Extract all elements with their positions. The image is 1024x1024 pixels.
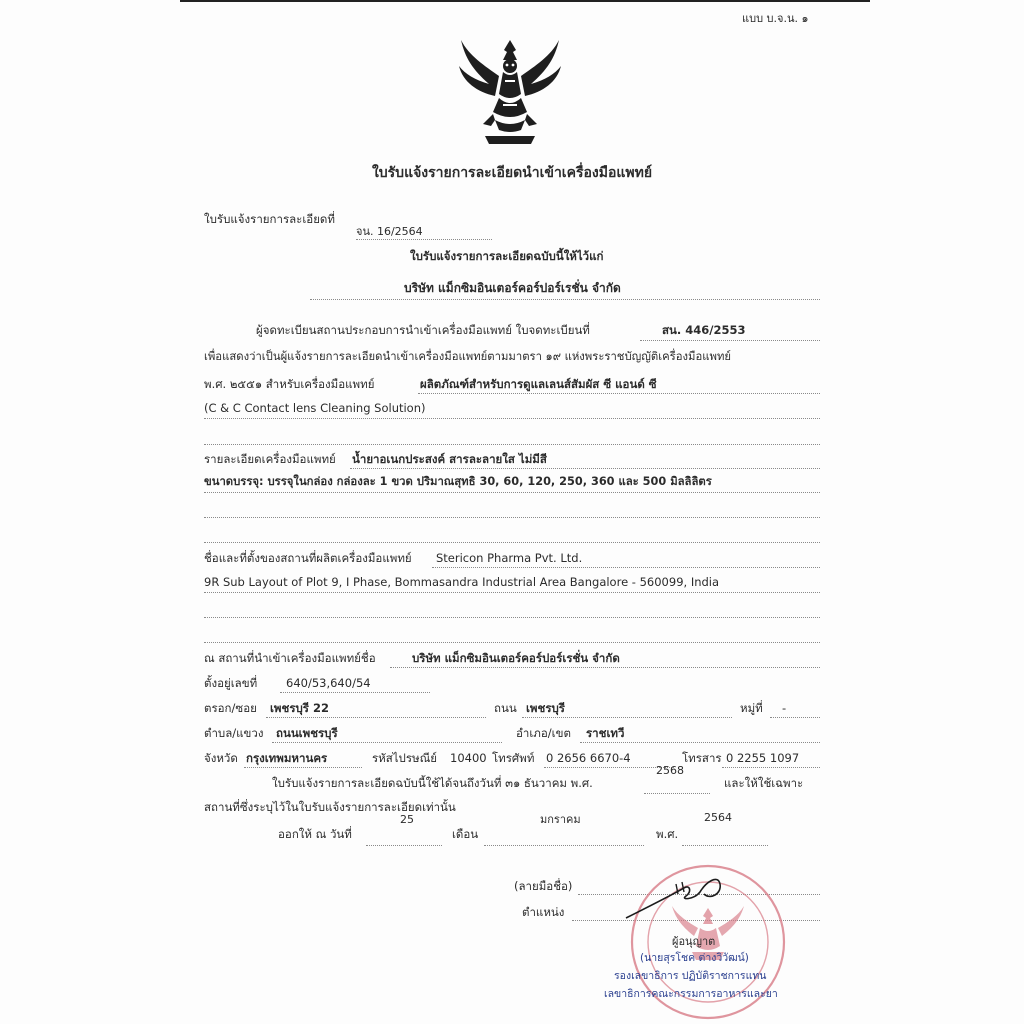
dotted-line: [366, 845, 442, 846]
registration-label: ผู้จดทะเบียนสถานประกอบการนำเข้าเครื่องมือแพทย์ ใบจดทะเบียนที่: [256, 323, 590, 337]
fax-label: โทรสาร: [682, 751, 722, 765]
fax-value: 0 2255 1097: [726, 751, 800, 765]
dotted-line: [522, 717, 732, 718]
dotted-line: [356, 239, 492, 240]
registration-number: สน. 446/2553: [662, 323, 746, 337]
dotted-line: [310, 299, 820, 300]
dotted-line: [484, 845, 644, 846]
details-label: รายละเอียดเครื่องมือแพทย์: [204, 452, 336, 466]
dotted-line: [204, 492, 820, 493]
device-name-english: (C & C Contact lens Cleaning Solution): [204, 401, 426, 415]
district-label: อำเภอ/เขต: [516, 726, 571, 740]
issued-month-label: เดือน: [452, 827, 479, 841]
garuda-emblem-icon: [455, 36, 565, 148]
device-name-thai: ผลิตภัณฑ์สำหรับการดูแลเลนส์สัมผัส ซี แอนด์ ซี: [420, 377, 657, 391]
subdistrict-label: ตำบล/แขวง: [204, 726, 264, 740]
manufacturer-address: 9R Sub Layout of Plot 9, I Phase, Bommasandra Industrial Area Bangalore - 560099, India: [204, 575, 720, 589]
import-place-value: บริษัท แม็กซิมอินเตอร์คอร์ปอร์เรชั่น จำกัด: [412, 651, 620, 665]
issued-day: 25: [400, 813, 414, 826]
moo-value: -: [782, 701, 787, 715]
phone-label: โทรศัพท์: [492, 751, 535, 765]
dotted-line: [390, 667, 820, 668]
issued-year-label: พ.ศ.: [656, 827, 679, 841]
issued-month: มกราคม: [540, 813, 581, 826]
validity-text: ใบรับแจ้งรายการละเอียดฉบับนี้ใช้ได้จนถึงวันที่ ๓๑ ธันวาคม พ.ศ.: [272, 776, 593, 790]
moo-label: หมู่ที่: [740, 701, 763, 715]
validity-tail: และให้ใช้เฉพาะ: [724, 776, 804, 790]
signature-label: (ลายมือชื่อ): [514, 879, 573, 893]
dotted-line: [682, 845, 768, 846]
form-number: แบบ บ.จ.น. ๑: [742, 12, 809, 25]
company-name: บริษัท แม็กซิมอินเตอร์คอร์ปอร์เรชั่น จำกัด: [404, 281, 621, 295]
details-value: น้ำยาอเนกประสงค์ สารละลายใส ไม่มีสี: [352, 452, 547, 466]
phone-value: 0 2656 6670-4: [546, 751, 631, 765]
address-no-label: ตั้งอยู่เลขที่: [204, 676, 258, 690]
position-label: ตำแหน่ง: [522, 905, 565, 919]
dotted-line: [640, 340, 820, 341]
signer-title-1: รองเลขาธิการ ปฏิบัติราชการแทน: [614, 970, 767, 982]
handwritten-signature-icon: [620, 866, 740, 926]
dotted-line: [244, 767, 362, 768]
dotted-line: [272, 742, 502, 743]
dotted-line: [204, 617, 820, 618]
dotted-line: [204, 642, 820, 643]
dotted-line: [544, 767, 674, 768]
dotted-line: [418, 393, 820, 394]
document-title: ใบรับแจ้งรายการละเอียดนำเข้าเครื่องมือแพทย์: [371, 165, 653, 181]
act-statement: เพื่อแสดงว่าเป็นผู้แจ้งรายการละเอียดนำเข้าเครื่องมือแพทย์ตามมาตรา ๑๙ แห่งพระราชบัญญัติเครื่องมือแพทย์: [204, 350, 732, 363]
device-label: พ.ศ. ๒๕๕๑ สำหรับเครื่องมือแพทย์: [204, 377, 375, 391]
district-value: ราชเทวี: [586, 726, 625, 740]
dotted-line: [204, 418, 820, 419]
dotted-line: [350, 468, 820, 469]
dotted-line: [266, 717, 486, 718]
issued-date-label: ออกให้ ณ วันที่: [278, 827, 352, 841]
import-place-label: ณ สถานที่นำเข้าเครื่องมือแพทย์ชื่อ: [204, 651, 376, 665]
road-label: ถนน: [494, 701, 517, 715]
road-value: เพชรบุรี: [526, 701, 565, 715]
notice-number-label: ใบรับแจ้งรายการละเอียดที่: [204, 212, 335, 226]
manufacturer-name: Stericon Pharma Pvt. Ltd.: [436, 551, 583, 565]
postcode-label: รหัสไปรษณีย์: [372, 751, 438, 765]
issued-year: 2564: [704, 811, 732, 824]
notice-number-value: จน. 16/2564: [356, 225, 423, 238]
province-label: จังหวัด: [204, 751, 238, 765]
dotted-line: [770, 717, 820, 718]
dotted-line: [204, 444, 820, 445]
subdistrict-value: ถนนเพชรบุรี: [276, 726, 338, 740]
top-border: [180, 0, 870, 2]
dotted-line: [204, 542, 820, 543]
dotted-line: [580, 742, 820, 743]
validity-year: 2568: [656, 764, 684, 777]
issued-to-label: ใบรับแจ้งรายการละเอียดฉบับนี้ให้ไว้แก่: [410, 249, 604, 263]
packaging-info: ขนาดบรรจุ: บรรจุในกล่อง กล่องละ 1 ขวด ปริมาณสุทธิ 30, 60, 120, 250, 360 และ 500 มิลลิลิตร: [204, 475, 712, 488]
dotted-line: [280, 692, 430, 693]
soi-label: ตรอก/ซอย: [204, 701, 257, 715]
manufacturer-label: ชื่อและที่ตั้งของสถานที่ผลิตเครื่องมือแพทย์: [204, 551, 412, 565]
dotted-line: [722, 767, 820, 768]
dotted-line: [644, 793, 710, 794]
dotted-line: [432, 567, 820, 568]
postcode-value: 10400: [450, 751, 487, 765]
dotted-line: [204, 592, 820, 593]
soi-value: เพชรบุรี 22: [270, 701, 329, 715]
signer-title-2: เลขาธิการคณะกรรมการอาหารและยา: [604, 988, 778, 1000]
validity-scope: สถานที่ซึ่งระบุไว้ในใบรับแจ้งรายการละเอียดเท่านั้น: [204, 800, 456, 814]
dotted-line: [204, 517, 820, 518]
province-value: กรุงเทพมหานคร: [246, 751, 328, 765]
address-no-value: 640/53,640/54: [286, 676, 371, 690]
signer-name: (นายสุรโชค ต่างวิวัฒน์): [640, 952, 749, 964]
authority-label: ผู้อนุญาต: [672, 935, 716, 948]
